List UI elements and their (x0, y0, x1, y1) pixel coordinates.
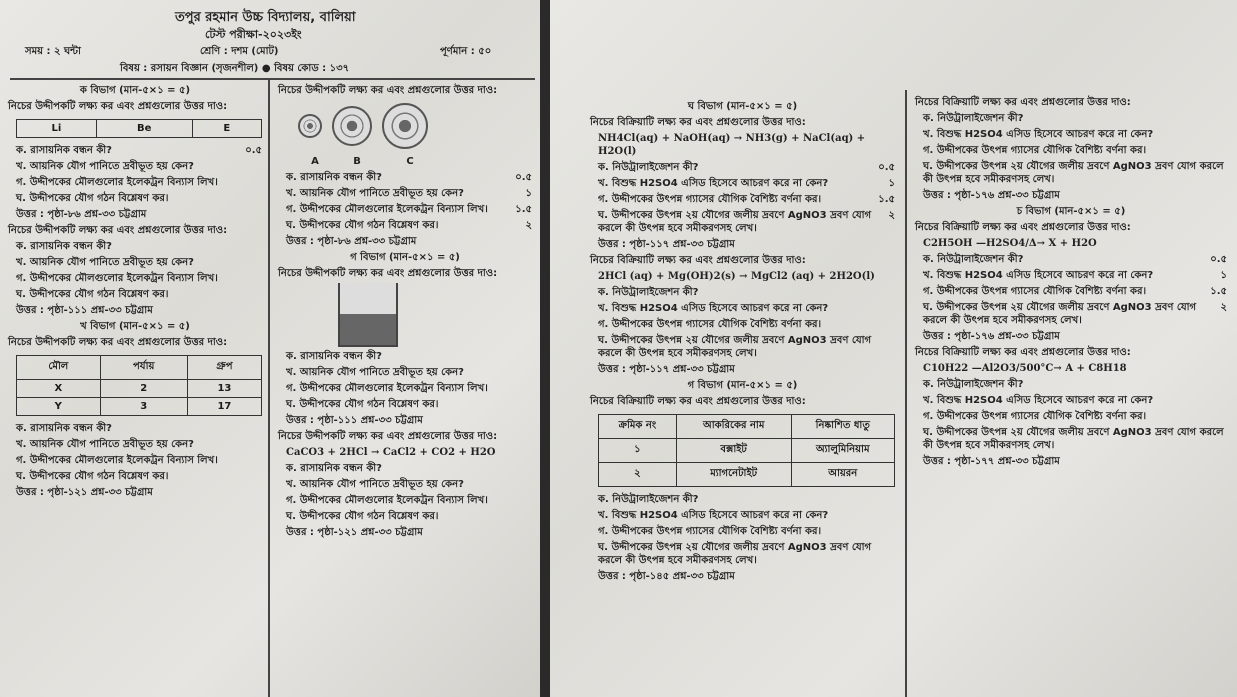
question: ক. রাসায়নিক বন্ধন কী? (16, 423, 112, 434)
question: ক. রাসায়নিক বন্ধন কী? (16, 145, 112, 156)
table-cell: 2 (100, 380, 187, 398)
instruction: নিচের বিক্রিয়াটি লক্ষ্য কর এবং প্রশ্নগুলোর উত্তর দাও: (590, 396, 806, 407)
question: ঘ. উদ্দীপকের উৎপন্ন ২য় যৌগের জলীয় দ্রবণে AgNO3 দ্রবণ যোগ করলে কী উৎপন্ন হবে সমীকরণসহ লেখ। (598, 335, 872, 359)
question: ঘ. উদ্দীপকের যৌগ গঠন বিশ্লেষণ কর। (286, 220, 439, 231)
question: ঘ. উদ্দীপকের উৎপন্ন ২য় যৌগের জলীয় দ্রবণে AgNO3 দ্রবণ যোগ করলে কী উৎপন্ন হবে সমীকরণসহ লেখ। (598, 210, 872, 234)
table-cell: ২ (599, 463, 677, 487)
chemical-equation: NH4Cl(aq) + NaOH(aq) → NH3(g) + NaCl(aq) + H2O(l) (598, 133, 866, 157)
question: ঘ. উদ্দীপকের যৌগ গঠন বিশ্লেষণ কর। (16, 471, 169, 482)
instruction: নিচের বিক্রিয়াটি লক্ষ্য কর এবং প্রশ্নগুলোর উত্তর দাও: (590, 255, 806, 266)
instruction: নিচের উদ্দীপকটি লক্ষ্য কর এবং প্রশ্নগুলোর উত্তর দাও: (278, 431, 498, 442)
school-name: তপুর রহমান উচ্চ বিদ্যালয়, বালিয়া (175, 10, 356, 25)
electrolysis-cell-diagram (338, 283, 398, 347)
question: ক. নিউট্রালাইজেশন কী? (598, 162, 699, 173)
question: খ. বিশুদ্ধ H2SO4 এসিড হিসেবে আচরণ করে না কেন? (598, 303, 829, 314)
question: গ. উদ্দীপকের মৌলগুলোর ইলেকট্রন বিন্যাস লিখ। (286, 495, 488, 506)
question: খ. বিশুদ্ধ H2SO4 এসিড হিসেবে আচরণ করে না কেন? (923, 129, 1154, 140)
answer-ref: উত্তর : পৃষ্ঠা-১২১ প্রশ্ন-৩৩ চট্টগ্রাম (16, 487, 153, 498)
question: খ. বিশুদ্ধ H2SO4 এসিড হিসেবে আচরণ করে না কেন? (598, 510, 829, 521)
ore-table (598, 414, 895, 487)
marks: ১.৫ (878, 194, 895, 205)
column-divider (268, 80, 270, 697)
exam-title: টেস্ট পরীক্ষা-২০২৩ইং (205, 28, 302, 41)
atom-label: B (353, 156, 361, 167)
table-cell: আকরিকের নাম (676, 415, 791, 439)
question-row (278, 187, 532, 200)
section-heading: চ বিভাগ (মান-৫×১ = ৫) (1016, 206, 1126, 217)
element-table (16, 355, 262, 416)
question: ঘ. উদ্দীপকের উৎপন্ন ২য় যৌগের জলীয় দ্রবণে AgNO3 দ্রবণ যোগ করলে কী উৎপন্ন হবে সমীকরণসহ লেখ। (598, 542, 872, 566)
question: ক. রাসায়নিক বন্ধন কী? (286, 351, 382, 362)
marks: ১.৫ (515, 204, 532, 215)
question: গ. উদ্দীপকের উৎপন্ন গ্যাসের যৌগিক বৈশিষ্ট্য বর্ণনা কর। (598, 526, 822, 537)
grid-cell: Be (96, 120, 192, 138)
atom-label: A (311, 156, 319, 167)
left-column (590, 100, 895, 583)
question: ঘ. উদ্দীপকের যৌগ গঠন বিশ্লেষণ কর। (286, 399, 439, 410)
table-cell: ১ (599, 439, 677, 463)
time-label: সময় : ২ ঘন্টা (25, 46, 81, 57)
question: খ. আয়নিক যৌগ পানিতে দ্রবীভূত হয় কেন? (16, 439, 194, 450)
question-row (915, 269, 1227, 282)
full-marks: পূর্ণমান : ৫০ (440, 46, 492, 57)
instruction: নিচের উদ্দীপকটি লক্ষ্য কর এবং প্রশ্নগুলোর উত্তর দাও: (8, 337, 228, 348)
exam-page-right (550, 0, 1237, 697)
question: গ. উদ্দীপকের উৎপন্ন গ্যাসের যৌগিক বৈশিষ্ট্য বর্ণনা কর। (923, 286, 1147, 297)
question: গ. উদ্দীপকের মৌলগুলোর ইলেকট্রন বিন্যাস লিখ। (16, 273, 218, 284)
question: গ. উদ্দীপকের উৎপন্ন গ্যাসের যৌগিক বৈশিষ্ট্য বর্ণনা কর। (923, 411, 1147, 422)
question-row (278, 171, 532, 184)
right-column (915, 96, 1227, 468)
question: ঘ. উদ্দীপকের যৌগ গঠন বিশ্লেষণ কর। (16, 193, 169, 204)
right-column (278, 84, 532, 539)
question: ক. নিউট্রালাইজেশন কী? (598, 287, 699, 298)
instruction: নিচের উদ্দীপকটি লক্ষ্য কর এবং প্রশ্নগুলোর উত্তর দাও: (8, 101, 228, 112)
instruction: নিচের বিক্রিয়াটি লক্ষ্য কর এবং প্রশ্নগুলোর উত্তর দাও: (590, 117, 806, 128)
question: খ. বিশুদ্ধ H2SO4 এসিড হিসেবে আচরণ করে না কেন? (923, 270, 1154, 281)
answer-ref: উত্তর : পৃষ্ঠা-১১১ প্রশ্ন-৩৩ চট্টগ্রাম (286, 415, 423, 426)
answer-ref: উত্তর : পৃষ্ঠা-১১৭ প্রশ্ন-৩৩ চট্টগ্রাম (598, 239, 735, 250)
instruction: নিচের উদ্দীপকটি লক্ষ্য কর এবং প্রশ্নগুলোর উত্তর দাও: (8, 225, 228, 236)
question: ঘ. উদ্দীপকের উৎপন্ন ২য় যৌগের জলীয় দ্রবণে AgNO3 দ্রবণ যোগ করলে কী উৎপন্ন হবে সমীকরণসহ লেখ। (923, 427, 1224, 451)
question-row (590, 193, 895, 206)
question: ক. নিউট্রালাইজেশন কী? (598, 494, 699, 505)
question: ঘ. উদ্দীপকের উৎপন্ন ২য় যৌগের জলীয় দ্রবণে AgNO3 দ্রবণ যোগ করলে কী উৎপন্ন হবে সমীকরণসহ লেখ। (923, 161, 1224, 185)
answer-ref: উত্তর : পৃষ্ঠা-১১১ প্রশ্ন-৩৩ চট্টগ্রাম (16, 305, 153, 316)
section-heading: গ বিভাগ (মান-৫×১ = ৫) (350, 252, 460, 263)
question: ক. নিউট্রালাইজেশন কী? (923, 113, 1024, 124)
answer-ref: উত্তর : পৃষ্ঠা-১৭৬ প্রশ্ন-৩৩ চট্টগ্রাম (923, 190, 1060, 201)
question: গ. উদ্দীপকের উৎপন্ন গ্যাসের যৌগিক বৈশিষ্ট্য বর্ণনা কর। (923, 145, 1147, 156)
question: খ. বিশুদ্ধ H2SO4 এসিড হিসেবে আচরণ করে না কেন? (598, 178, 829, 189)
table-cell: X (17, 380, 101, 398)
question: খ. আয়নিক যৌগ পানিতে দ্রবীভূত হয় কেন? (16, 161, 194, 172)
marks: ০.৫ (245, 145, 262, 156)
marks: ২ (888, 210, 895, 221)
question-row (915, 301, 1227, 327)
table-cell: পর্যায় (100, 356, 187, 380)
question-row (278, 203, 532, 216)
question-row (590, 161, 895, 174)
exam-page-left (0, 0, 540, 697)
marks: ০.৫ (515, 172, 532, 183)
answer-ref: উত্তর : পৃষ্ঠা-৮৬ প্রশ্ন-৩৩ চট্টগ্রাম (16, 209, 147, 220)
subject-label: বিষয় : রসায়ন বিজ্ঞান (সৃজনশীল) ● বিষয় কোড : ১৩৭ (120, 63, 350, 74)
table-cell: অ্যালুমিনিয়াম (791, 439, 895, 463)
question: গ. উদ্দীপকের মৌলগুলোর ইলেকট্রন বিন্যাস লিখ। (16, 455, 218, 466)
answer-ref: উত্তর : পৃষ্ঠা-১৭৭ প্রশ্ন-৩৩ চট্টগ্রাম (923, 456, 1060, 467)
marks: ২ (1220, 302, 1227, 313)
instruction: নিচের উদ্দীপকটি লক্ষ্য কর এবং প্রশ্নগুলোর উত্তর দাও: (278, 85, 498, 96)
marks: ০.৫ (878, 162, 895, 173)
question: ক. রাসায়নিক বন্ধন কী? (16, 241, 112, 252)
table-cell: ক্রমিক নং (599, 415, 677, 439)
question: ঘ. উদ্দীপকের যৌগ গঠন বিশ্লেষণ কর। (286, 511, 439, 522)
marks: ২ (525, 220, 532, 231)
instruction: নিচের উদ্দীপকটি লক্ষ্য কর এবং প্রশ্নগুলোর উত্তর দাও: (278, 268, 498, 279)
table-cell: 13 (187, 380, 261, 398)
question: গ. উদ্দীপকের মৌলগুলোর ইলেকট্রন বিন্যাস লিখ। (286, 204, 488, 215)
question: গ. উদ্দীপকের উৎপন্ন গ্যাসের যৌগিক বৈশিষ্ট্য বর্ণনা কর। (598, 319, 822, 330)
grid-cell: Li (17, 120, 97, 138)
marks: ১.৫ (1210, 286, 1227, 297)
answer-ref: উত্তর : পৃষ্ঠা-১৭৬ প্রশ্ন-৩৩ চট্টগ্রাম (923, 331, 1060, 342)
answer-ref: উত্তর : পৃষ্ঠা-১৪৫ প্রশ্ন-৩৩ চট্টগ্রাম (598, 571, 735, 582)
question: খ. আয়নিক যৌগ পানিতে দ্রবীভূত হয় কেন? (16, 257, 194, 268)
answer-ref: উত্তর : পৃষ্ঠা-৮৬ প্রশ্ন-৩৩ চট্টগ্রাম (286, 236, 417, 247)
instruction: নিচের বিক্রিয়াটি লক্ষ্য কর এবং প্রশ্নগুলোর উত্তর দাও: (915, 97, 1131, 108)
table-cell: গ্রুপ (187, 356, 261, 380)
instruction: নিচের বিক্রিয়াটি লক্ষ্য কর এবং প্রশ্নগুলোর উত্তর দাও: (915, 222, 1131, 233)
question: ঘ. উদ্দীপকের উৎপন্ন ২য় যৌগের জলীয় দ্রবণে AgNO3 দ্রবণ যোগ করলে কী উৎপন্ন হবে সমীকরণসহ লেখ। (923, 302, 1197, 326)
answer-ref: উত্তর : পৃষ্ঠা-১১৭ প্রশ্ন-৩৩ চট্টগ্রাম (598, 364, 735, 375)
atom-diagram-c (382, 103, 428, 149)
chemical-equation: C2H5OH —H2SO4/Δ→ X + H2O (923, 238, 1097, 249)
atom-label: C (406, 156, 414, 167)
table-cell: আয়রন (791, 463, 895, 487)
table-cell: 3 (100, 398, 187, 416)
section-heading: খ বিভাগ (মান-৫×১ = ৫) (80, 321, 190, 332)
question-row (8, 144, 262, 157)
question: গ. উদ্দীপকের মৌলগুলোর ইলেকট্রন বিন্যাস লিখ। (286, 383, 488, 394)
table-cell: বক্সাইট (676, 439, 791, 463)
atom-diagrams (278, 100, 532, 152)
question: ক. নিউট্রালাইজেশন কী? (923, 379, 1024, 390)
question-row (915, 253, 1227, 266)
column-divider (905, 90, 907, 697)
marks: ১ (1220, 270, 1227, 281)
question: ক. রাসায়নিক বন্ধন কী? (286, 463, 382, 474)
chemical-equation: CaCO3 + 2HCl → CaCl2 + CO2 + H2O (286, 447, 496, 458)
table-cell: ম্যাগনেটাইট (676, 463, 791, 487)
section-heading: ঘ বিভাগ (মান-৫×১ = ৫) (687, 101, 798, 112)
question: গ. উদ্দীপকের মৌলগুলোর ইলেকট্রন বিন্যাস লিখ। (16, 177, 218, 188)
marks: ১ (888, 178, 895, 189)
table-cell: Y (17, 398, 101, 416)
table-cell: নিষ্কাশিত ধাতু (791, 415, 895, 439)
left-column (8, 84, 262, 499)
section-heading: ক বিভাগ (মান-৫×১ = ৫) (79, 85, 191, 96)
question-row (590, 209, 895, 235)
atom-labels (278, 155, 532, 168)
marks: ০.৫ (1210, 254, 1227, 265)
question-row (915, 285, 1227, 298)
question: খ. আয়নিক যৌগ পানিতে দ্রবীভূত হয় কেন? (286, 479, 464, 490)
atom-diagram-a (298, 114, 322, 138)
question-row (278, 219, 532, 232)
question-row (590, 177, 895, 190)
chemical-equation: C10H22 —Al2O3/500°C→ A + C8H18 (923, 363, 1127, 374)
periodic-grid (16, 119, 262, 138)
question: খ. আয়নিক যৌগ পানিতে দ্রবীভূত হয় কেন? (286, 188, 464, 199)
atom-diagram-b (332, 106, 372, 146)
question: খ. বিশুদ্ধ H2SO4 এসিড হিসেবে আচরণ করে না কেন? (923, 395, 1154, 406)
question: গ. উদ্দীপকের উৎপন্ন গ্যাসের যৌগিক বৈশিষ্ট্য বর্ণনা কর। (598, 194, 822, 205)
answer-ref: উত্তর : পৃষ্ঠা-১২১ প্রশ্ন-৩৩ চট্টগ্রাম (286, 527, 423, 538)
question: ক. রাসায়নিক বন্ধন কী? (286, 172, 382, 183)
chemical-equation: 2HCl (aq) + Mg(OH)2(s) → MgCl2 (aq) + 2H2O(l) (598, 271, 875, 282)
question: ঘ. উদ্দীপকের যৌগ গঠন বিশ্লেষণ কর। (16, 289, 169, 300)
question: খ. আয়নিক যৌগ পানিতে দ্রবীভূত হয় কেন? (286, 367, 464, 378)
instruction: নিচের বিক্রিয়াটি লক্ষ্য কর এবং প্রশ্নগুলোর উত্তর দাও: (915, 347, 1131, 358)
table-cell: মৌল (17, 356, 101, 380)
marks: ১ (525, 188, 532, 199)
divider (10, 78, 535, 80)
class-label: শ্রেণি : দশম (মোট) (200, 46, 279, 57)
question: ক. নিউট্রালাইজেশন কী? (923, 254, 1024, 265)
table-cell: 17 (187, 398, 261, 416)
grid-cell: E (192, 120, 261, 138)
section-heading: গ বিভাগ (মান-৫×১ = ৫) (687, 380, 798, 391)
